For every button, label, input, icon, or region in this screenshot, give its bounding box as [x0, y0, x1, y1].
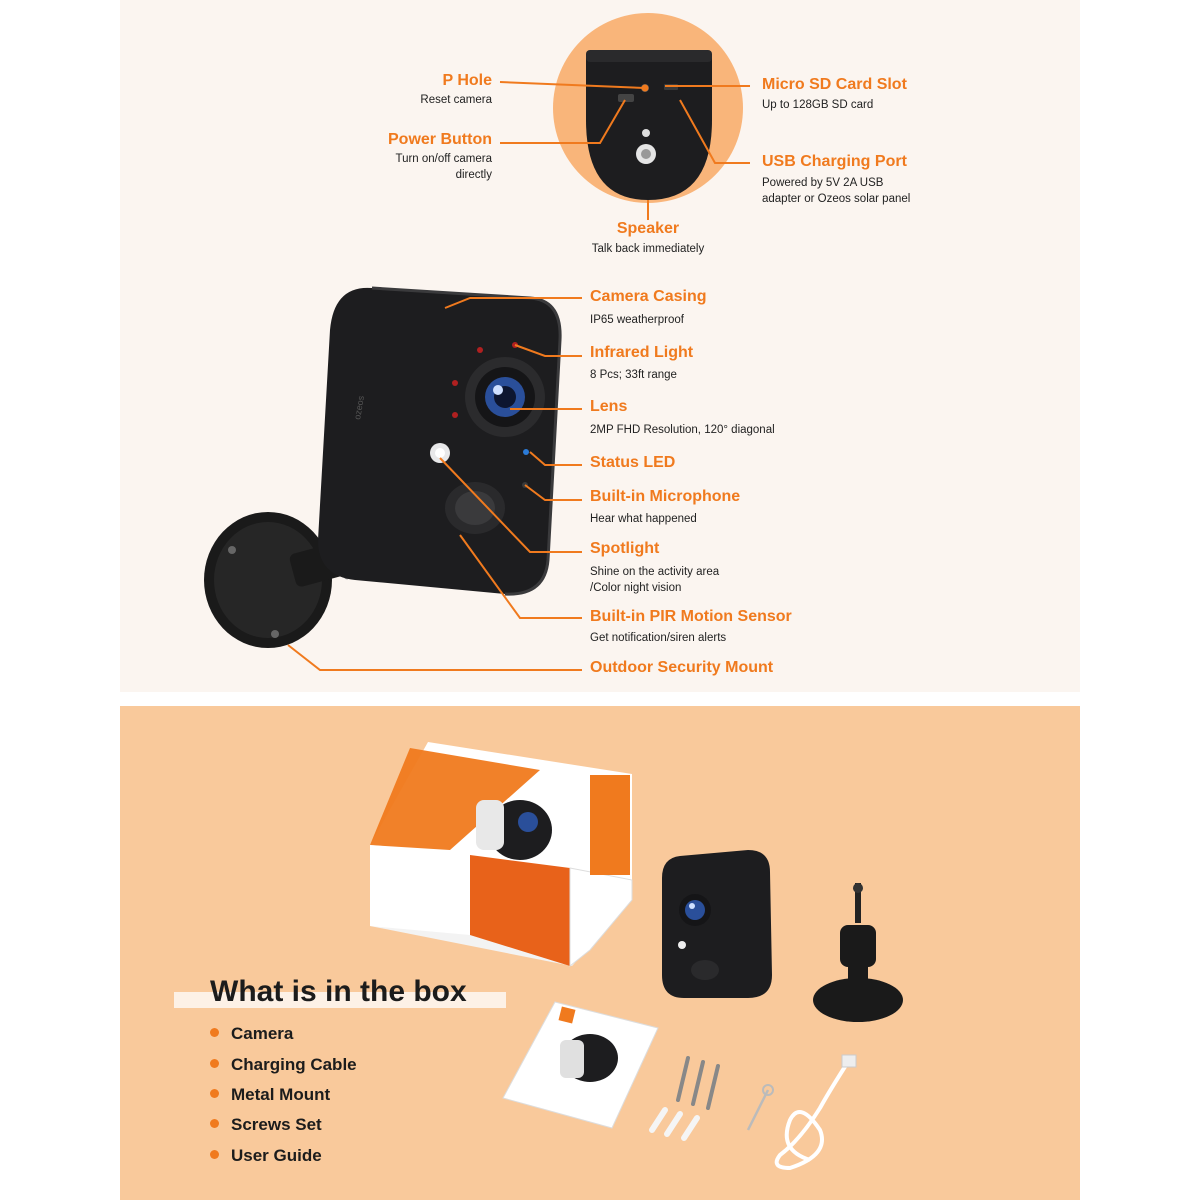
callout-lens-title: Lens — [590, 398, 628, 415]
box-item-label: Metal Mount — [231, 1085, 331, 1104]
callout-speaker-desc: Talk back immediately — [591, 243, 705, 255]
bullet-icon — [210, 1119, 219, 1128]
callout-microphone-desc: Hear what happened — [590, 513, 697, 525]
callout-status-led-title: Status LED — [590, 454, 676, 471]
box-item-label: Camera — [231, 1024, 294, 1043]
callout-usb-port-title: USB Charging Port — [762, 153, 907, 170]
callout-sd-slot-desc: Up to 128GB SD card — [762, 99, 874, 111]
callout-microphone-title: Built-in Microphone — [590, 488, 741, 505]
callout-power-button-desc-2: directly — [455, 169, 492, 181]
callout-camera-casing-title: Camera Casing — [590, 288, 707, 305]
callout-camera-casing-desc: IP65 weatherproof — [590, 314, 684, 326]
box-item-screws-set — [210, 1115, 322, 1135]
callout-speaker-title: Speaker — [616, 220, 680, 237]
main-camera — [318, 288, 560, 594]
small-camera — [662, 850, 772, 998]
box-item-charging-cable — [210, 1055, 357, 1075]
wall-anchors — [652, 1110, 697, 1138]
callout-mount-title: Outdoor Security Mount — [590, 659, 774, 676]
product-box — [370, 742, 632, 966]
screws-set — [678, 1058, 718, 1108]
charging-cable — [777, 1055, 856, 1168]
callout-sd-slot-title: Micro SD Card Slot — [762, 76, 907, 93]
bullet-icon — [210, 1028, 219, 1037]
box-item-metal-mount — [210, 1085, 330, 1105]
callout-p-hole-desc: Reset camera — [420, 94, 492, 106]
box-item-label: Charging Cable — [231, 1055, 357, 1074]
callout-spotlight-desc-2: /Color night vision — [590, 582, 682, 594]
callout-p-hole-title: P Hole — [442, 72, 492, 89]
callout-lens-desc: 2MP FHD Resolution, 120° diagonal — [590, 424, 775, 436]
box-brand-label: ozeos — [576, 877, 593, 928]
callout-usb-port-desc-1: Powered by 5V 2A USB — [762, 177, 884, 189]
box-item-label: User Guide — [231, 1146, 322, 1165]
callout-usb-port-desc-2: adapter or Ozeos solar panel — [762, 193, 911, 205]
bullet-icon — [210, 1059, 219, 1068]
callout-power-button-title: Power Button — [388, 131, 492, 148]
box-item-user-guide — [210, 1146, 322, 1166]
callout-infrared-title: Infrared Light — [590, 344, 694, 361]
callout-pir-sensor-desc: Get notification/siren alerts — [590, 632, 727, 644]
callout-power-button-desc-1: Turn on/off camera — [395, 153, 492, 165]
reset-pin — [748, 1085, 773, 1130]
callout-spotlight-title: Spotlight — [590, 540, 660, 557]
box-contents-title: What is in the box — [210, 975, 467, 1008]
small-mount — [813, 883, 903, 1022]
svg-text:ozeos: ozeos — [352, 394, 367, 421]
camera-bottom-view — [553, 13, 743, 203]
bullet-icon — [210, 1150, 219, 1159]
box-item-label: Screws Set — [231, 1115, 322, 1134]
callout-infrared-desc: 8 Pcs; 33ft range — [590, 369, 677, 381]
user-guide-booklet — [503, 1002, 658, 1128]
callout-spotlight-desc-1: Shine on the activity area — [590, 566, 720, 578]
box-item-camera — [210, 1024, 293, 1044]
bullet-icon — [210, 1089, 219, 1098]
callout-pir-sensor-title: Built-in PIR Motion Sensor — [590, 608, 792, 625]
